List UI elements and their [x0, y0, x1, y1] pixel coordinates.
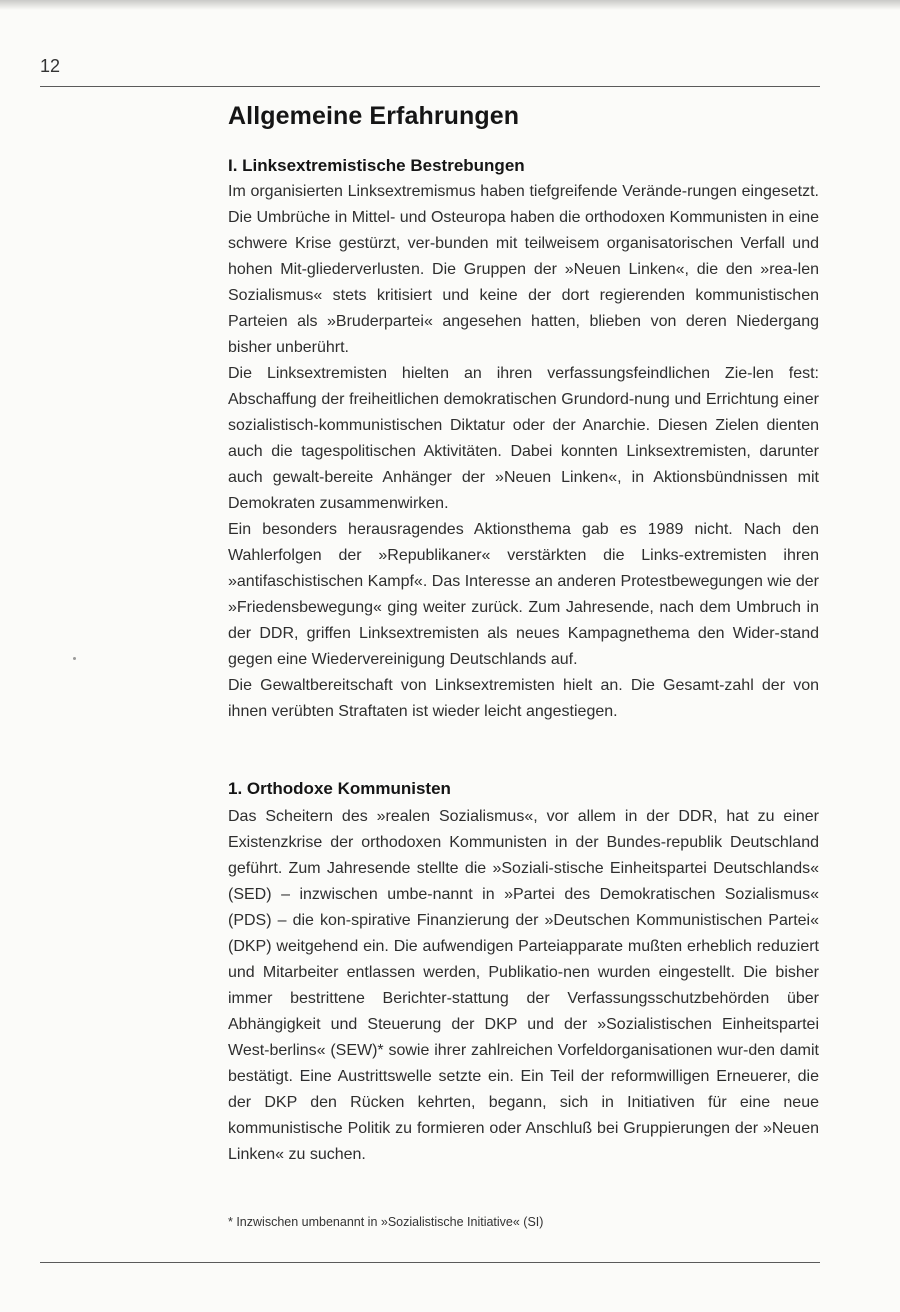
- paragraph: Die Linksextremisten hielten an ihren verfassungsfeindlichen Zie-len fest: Abschaffung der freiheitlichen demokratischen Grundord-nung und Errichtung einer sozialistisch-kommunistischen Diktatur oder der Anarchie. Diesen Zielen dienten auch die tagespolitischen Aktivitäten. Dabei konnten Linksextremisten, darunter auch gewalt-bereite Anhänger der »Neuen Linken«, in Aktionsbündnissen mit Demokraten zusammenwirken.: [228, 365, 819, 512]
- section-body-orthodoxe-kommunisten: [228, 804, 819, 1168]
- paragraph: Die Gewaltbereitschaft von Linksextremisten hielt an. Die Gesamt-zahl der von ihnen verübten Straftaten ist wieder leicht angestiegen.: [228, 677, 819, 720]
- chapter-title: Allgemeine Erfahrungen: [228, 102, 520, 130]
- footer-rule: [40, 1262, 820, 1263]
- scan-edge: [0, 0, 900, 10]
- section-heading-orthodoxe-kommunisten: 1. Orthodoxe Kommunisten: [228, 779, 451, 798]
- section-body-linksextremistische-bestrebungen: [228, 179, 819, 725]
- paragraph: Ein besonders herausragendes Aktionsthema gab es 1989 nicht. Nach den Wahlerfolgen der »Republikaner« verstärkten die Links-extremisten ihren »antifaschistischen Kampf«. Das Interesse an anderen Protestbewegungen wie der »Friedensbewegung« ging weiter zurück. Zum Jahresende, nach dem Umbruch in der DDR, griffen Linksextremisten als neues Kampagnethema den Wider-stand gegen eine Wiedervereinigung Deutschlands auf.: [228, 521, 819, 668]
- section-heading-linksextremistische-bestrebungen: I. Linksextremistische Bestrebungen: [228, 156, 525, 175]
- header-rule: [40, 86, 820, 87]
- page-number: 12: [40, 56, 61, 76]
- footnote: * Inzwischen umbenannt in »Sozialistische Initiative« (SI): [228, 1215, 544, 1229]
- scan-speck: [73, 657, 76, 660]
- paragraph: Das Scheitern des »realen Sozialismus«, vor allem in der DDR, hat zu einer Existenzkrise der orthodoxen Kommunisten in der Bundes-republik Deutschland geführt. Zum Jahresende stellte die »Soziali-stische Einheitspartei Deutschlands« (SED) – inzwischen umbe-nannt in »Partei des Demokratischen Sozialismus« (PDS) – die kon-spirative Finanzierung der »Deutschen Kommunistischen Partei« (DKP) weitgehend ein. Die aufwendigen Parteiapparate mußten erheblich reduziert und Mitarbeiter entlassen werden, Publikatio-nen wurden eingestellt. Die bisher immer bestrittene Berichter-stattung der Verfassungsschutzbehörden über Abhängigkeit und Steuerung der DKP und der »Sozialistischen Einheitspartei West-berlins« (SEW)* sowie ihrer zahlreichen Vorfeldorganisationen wur-den damit bestätigt. Eine Austrittswelle setzte ein. Ein Teil der reformwilligen Erneuerer, die der DKP den Rücken kehrten, begann, sich in Initiativen für eine neue kommunistische Politik zu formieren oder Anschluß bei Gruppierungen der »Neuen Linken« zu suchen.: [228, 808, 819, 1163]
- paragraph: Im organisierten Linksextremismus haben tiefgreifende Verände-rungen eingesetzt. Die Umbrüche in Mittel- und Osteuropa haben die orthodoxen Kommunisten in eine schwere Krise gestürzt, ver-bunden mit teilweisem organisatorischen Verfall und hohen Mit-gliederverlusten. Die Gruppen der »Neuen Linken«, die den »rea-len Sozialismus« stets kritisiert und keine der dort regierenden kommunistischen Parteien als »Bruderpartei« angesehen hatten, blieben von deren Niedergang bisher unberührt.: [228, 183, 819, 356]
